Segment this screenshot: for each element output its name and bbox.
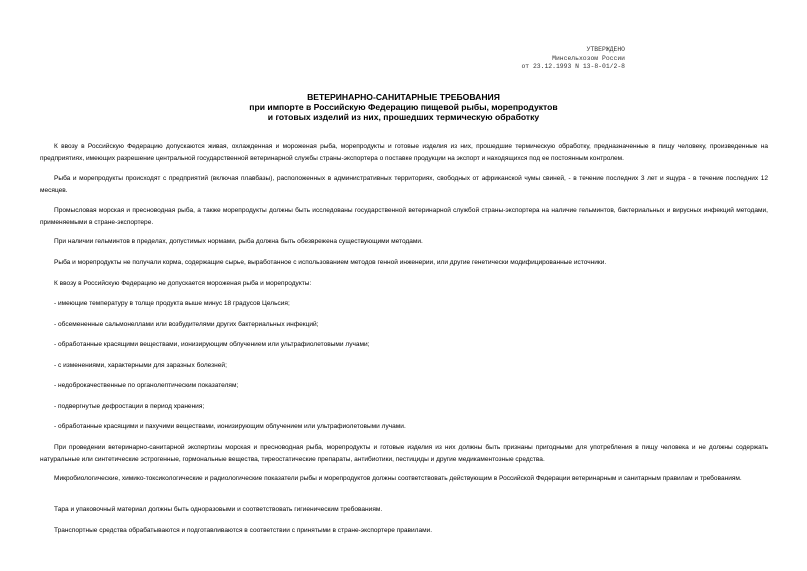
approval-authority: Минсельхозом России	[552, 54, 625, 62]
list-item-irradiated: - обработанные красящими веществами, ионизирующим облучением или ультрафиолетовыми лучами;	[54, 341, 370, 348]
document-title	[0, 92, 807, 123]
paragraph-feed: Рыба и морепродукты не получали корма, содержащие сырье, выработанное с использованием методов генной инженерии, или другие генетически модифицированные источники.	[54, 259, 607, 266]
paragraph-transport: Транспортные средства обрабатываются и подготавливаются в соответствии с принятыми в стране-экспортере правилами.	[54, 527, 433, 534]
list-item-salmonella: - обсемененные сальмонеллами или возбудителями других бактериальных инфекций;	[54, 321, 319, 328]
paragraph-microbiology: Микробиологические, химико-токсикологические и радиологические показатели рыбы и морепродуктов должны соответствовать действующим в Российской Федерации ветеринарным и санитарным правилам и требованиям.	[54, 475, 742, 482]
approval-stamp	[505, 46, 625, 72]
title-line-subtitle-2: и готовых изделий из них, прошедших термическую обработку	[267, 112, 540, 123]
list-item-defrosted: - подвергнутые дефростации в период хранения;	[54, 403, 205, 410]
paragraph-vet-expertise: При проведении ветеринарно-санитарной экспертизы морская и пресноводная рыба, морепродукты и готовые изделия из них должны быть признаны пригодными для употребления в пищу человека и не должны содержать натуральные или синтетические эстрогенные, гормональные вещества, тиреостатические препараты, антибиотики, пестициды и другие медикаментозные средства.	[40, 444, 768, 464]
paragraph-helminths: При наличии гельминтов в пределах, допустимых нормами, рыба должна быть обезврежена существующими методами.	[54, 238, 423, 245]
title-line-subtitle-1: при импорте в Российскую Федерацию пищевой рыбы, морепродуктов	[249, 102, 558, 113]
paragraph-prohibited-intro: К ввозу в Российскую Федерацию не допускается мороженая рыба и морепродукты:	[54, 280, 312, 287]
list-item-disease-changes: - с изменениями, характерными для заразных болезней;	[54, 362, 227, 369]
list-item-poor-quality: - недоброкачественные по органолептическим показателям;	[54, 382, 239, 389]
approval-label: УТВЕРЖДЕНО	[586, 46, 625, 53]
title-line-main: ВЕТЕРИНАРНО-САНИТАРНЫЕ ТРЕБОВАНИЯ	[307, 92, 500, 102]
approval-date-number: от 23.12.1993 N 13-8-01/2-8	[521, 63, 625, 71]
paragraph-inspection: Промысловая морская и пресноводная рыба, а также морепродукты должны быть исследованы государственной ветеринарной службой страны-экспортера на наличие гельминтов, бактериальных и вирусных инфекций методами, применяемыми в стране-экспортере.	[40, 207, 768, 227]
paragraph-packaging: Тара и упаковочный материал должны быть одноразовыми и соответствовать гигиеническим требованиям.	[54, 506, 383, 513]
paragraph-origin: Рыба и морепродукты происходят с предприятий (включая плавбазы), расположенных в административных территориях, свободных от африканской чумы свиней, - в течение последних 3 лет и ящура - в течение последних 12 месяцев.	[40, 175, 768, 195]
paragraph-admission: К ввозу в Российскую Федерацию допускаются живая, охлажденная и мороженая рыба, морепродукты и готовые изделия из них, прошедшие термическую обработку, предназначенные в пищу человеку, произведенные на предприятиях, имеющих разрешение центральной государственной ветеринарной службы страны-экспортера о поставке продукции на экспорт и находящихся под ее постоянным контролем.	[40, 143, 768, 163]
list-item-temperature: - имеющие температуру в толще продукта выше минус 18 градусов Цельсия;	[54, 300, 290, 307]
list-item-dyed-scented: - обработанные красящими и пахучими веществами, ионизирующим облучением или ультрафиолетовыми лучами.	[54, 423, 406, 430]
